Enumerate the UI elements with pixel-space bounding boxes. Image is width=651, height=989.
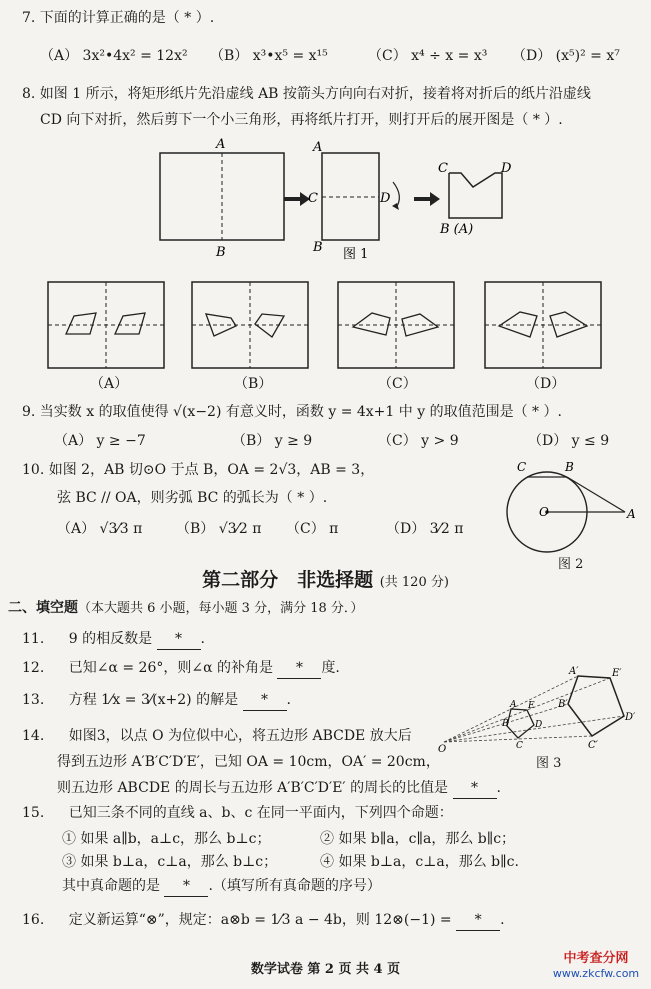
q12-num: 12. <box>22 660 45 676</box>
q14-line2: 得到五边形 A′B′C′D′E′，已知 OA = 10cm，OA′ = 20cm， <box>57 754 440 770</box>
q15-num: 15. <box>22 805 45 821</box>
q15-blank[interactable]: * <box>164 876 208 897</box>
q8-stem-line2: CD 向下对折，然后剪下一个小三角形，再将纸片打开，则打开后的展开图是（ * ）. <box>40 112 563 128</box>
q11-blank[interactable]: * <box>157 629 201 650</box>
q11-end: . <box>200 631 205 647</box>
q12-end: 度. <box>321 660 340 676</box>
q10-option-b: （B） √3⁄2 π <box>176 521 262 537</box>
q11-text: 9 的相反数是 <box>68 631 153 647</box>
q15-end-post: .（填写所有真命题的序号） <box>208 878 381 894</box>
q7-option-c: （C） x⁴ ÷ x = x³ <box>368 48 488 64</box>
fig3-label-d: D <box>535 720 543 730</box>
fig2-caption: 图 2 <box>558 557 584 572</box>
q13-num: 13. <box>22 692 45 708</box>
q10-option-a: （A） √3⁄3 π <box>57 521 143 537</box>
q15-text-1: 已知三条不同的直线 a、b、c 在同一平面内，下列四个命题： <box>68 805 453 821</box>
fig3-label-a: A <box>510 700 517 710</box>
q15-line-end <box>62 876 381 897</box>
q8-option-a-label: （A） <box>90 376 129 392</box>
fig1-rect-3 <box>449 173 502 218</box>
fig3-label-d-prime: D′ <box>625 712 636 723</box>
page-footer: 数学试卷 第 2 页 共 4 页 <box>250 962 401 977</box>
q10-stem-line2: 弦 BC // OA，则劣弧 BC 的弧长为（ * ）. <box>57 490 328 506</box>
fig3-caption: 图 3 <box>536 756 562 771</box>
fig2-label-c: C <box>517 460 527 474</box>
q9-option-b: （B） y ≥ 9 <box>232 433 313 449</box>
q15-item-2: ② 如果 b∥a，c∥a，那么 b∥c； <box>320 831 516 847</box>
q9-option-c: （C） y > 9 <box>378 433 459 449</box>
q9-stem: 9. 当实数 x 的取值使得 √(x−2) 有意义时，函数 y = 4x+1 中 y 的取值范围是（ * ）. <box>22 404 562 420</box>
q14-line3 <box>57 778 501 799</box>
fig1-label-b2: B <box>313 240 323 255</box>
q15-line1 <box>22 803 453 823</box>
q14-num: 14. <box>22 728 45 744</box>
q16-text: 定义新运算“⊗”，规定：a⊗b = 1⁄3 a − 4b，则 12⊗(−1) = <box>68 912 452 928</box>
fig2-label-a: A <box>627 507 636 521</box>
fig1-label-c1: C <box>308 191 318 206</box>
q8-stem-line1: 8. 如图 1 所示，将矩形纸片先沿虚线 AB 按箭头方向向右对折，接着将对折后的纸片沿虚线 <box>22 86 591 102</box>
fig3-label-o: O <box>438 744 447 755</box>
q14-text-3: 则五边形 ABCDE 的周长与五边形 A′B′C′D′E′ 的周长的比值是 <box>57 780 449 796</box>
q14-figure-3 <box>438 664 644 764</box>
q8-figure-1 <box>0 0 651 400</box>
fig1-label-d2: D <box>501 161 512 176</box>
fig2-label-b: B <box>565 460 574 474</box>
fig1-label-ba: B (A) <box>440 222 474 237</box>
fig3-label-e-prime: E′ <box>612 668 622 679</box>
q7-option-d: （D） (x⁵)² = x⁷ <box>512 48 620 64</box>
fig1-label-b1: B <box>216 245 226 260</box>
q16-end: . <box>500 912 505 928</box>
fig1-arrow-1 <box>284 192 310 206</box>
part2-score: (共 120 分) <box>379 575 449 590</box>
q13-end: . <box>286 692 291 708</box>
q8-option-b-label: （B） <box>234 376 273 392</box>
fig3-label-e: E <box>528 701 535 711</box>
q16-blank[interactable]: * <box>456 910 500 931</box>
q16-num: 16. <box>22 912 45 928</box>
fig3-label-c: C <box>516 741 523 751</box>
section2-heading <box>8 598 363 619</box>
part2-heading <box>0 565 651 592</box>
brand-name: 中考查分网 <box>563 951 629 966</box>
q8-option-c-label: （C） <box>378 376 417 392</box>
q15-item-1: ① 如果 a∥b，a⊥c，那么 b⊥c； <box>62 831 271 847</box>
q7-stem: 7. 下面的计算正确的是（ * ）. <box>22 10 215 26</box>
q9-option-d: （D） y ≤ 9 <box>528 433 610 449</box>
fig1-label-c2: C <box>438 161 448 176</box>
q8-option-d-label: （D） <box>526 376 566 392</box>
q12-text: 已知∠α = 26°，则∠α 的补角是 <box>68 660 273 676</box>
fig3-label-a-prime: A′ <box>569 666 579 677</box>
q15-item-4: ④ 如果 b⊥a，c⊥a，那么 b∥c. <box>320 854 519 870</box>
q16 <box>22 910 505 931</box>
q14-text-1: 如图3，以点 O 为位似中心，将五边形 ABCDE 放大后 <box>68 728 412 744</box>
q13-text: 方程 1⁄x = 3⁄(x+2) 的解是 <box>68 692 239 708</box>
q10-stem-line1: 10. 如图 2，AB 切⊙O 于点 B，OA = 2√3，AB = 3， <box>22 462 375 478</box>
fig1-caption: 图 1 <box>343 247 369 262</box>
section2-title: 二、填空题 <box>8 600 78 616</box>
fig3-label-b: B <box>502 719 509 729</box>
fig1-label-d1: D <box>380 191 391 206</box>
q12-blank[interactable]: * <box>277 658 321 679</box>
fig1-label-a1: A <box>216 137 226 152</box>
fig3-label-b-prime: B′ <box>558 699 568 710</box>
q15-item-3: ③ 如果 b⊥a，c⊥a，那么 b⊥c； <box>62 854 278 870</box>
fig1-label-a2: A <box>313 140 323 155</box>
q15-end-pre: 其中真命题的是 <box>62 878 160 894</box>
q13-blank[interactable]: * <box>243 690 287 711</box>
q7-option-b: （B） x³•x⁵ = x¹⁵ <box>210 48 328 64</box>
q10-option-d: （D） 3⁄2 π <box>386 521 464 537</box>
q14-line1 <box>22 726 412 746</box>
q11-num: 11. <box>22 631 45 647</box>
q14-end: . <box>496 780 501 796</box>
q9-option-a: （A） y ≥ −7 <box>54 433 146 449</box>
q11 <box>22 629 205 650</box>
section2-desc: （本大题共 6 小题，每小题 3 分，满分 18 分．） <box>78 601 364 616</box>
fig1-arrow-2 <box>414 192 440 206</box>
brand-watermark <box>546 951 646 981</box>
q14-blank[interactable]: * <box>453 778 497 799</box>
q12 <box>22 658 340 679</box>
q10-option-c: （C） π <box>286 521 339 537</box>
brand-url: www.zkcfw.com <box>552 967 640 980</box>
q13 <box>22 690 291 711</box>
part2-title: 第二部分 非选择题 <box>202 569 374 591</box>
fig3-label-c-prime: C′ <box>588 740 598 751</box>
q7-option-a: （A） 3x²•4x² = 12x² <box>40 48 188 64</box>
fig2-label-o: O <box>539 505 549 519</box>
